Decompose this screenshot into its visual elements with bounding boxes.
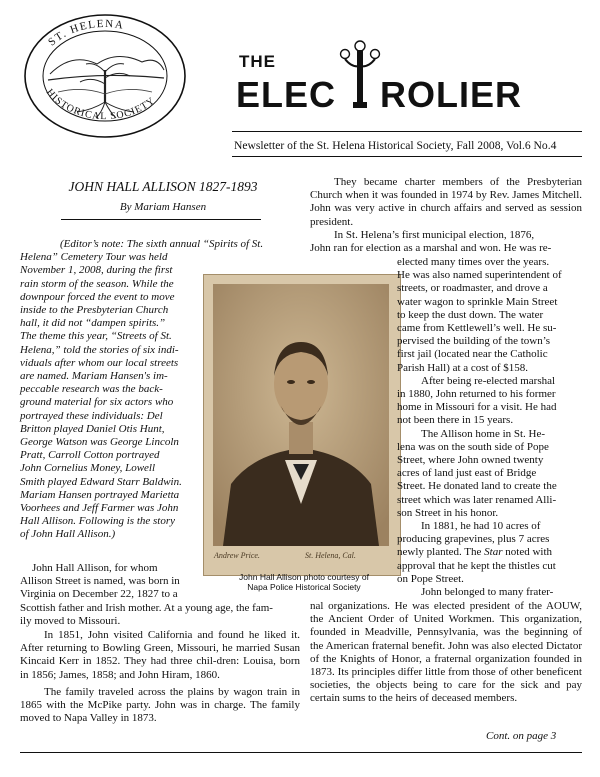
body-line: on Pope Street. xyxy=(397,572,464,585)
note-line: Britton played Daniel Otis Hunt, xyxy=(20,422,165,435)
body-line: water wagon to sprinkle Main Street xyxy=(397,295,558,308)
article-title: JOHN HALL ALLISON 1827-1893 xyxy=(68,179,258,194)
body-line: not been there in 15 years. xyxy=(397,414,514,427)
body-line: Street. He donated land to create the xyxy=(397,480,557,493)
note-line: hall, it did not “dampen spirits.” xyxy=(20,317,166,330)
body-line: Street, where John owned twenty xyxy=(397,454,544,467)
note-line: Helena,” told the stories of six indi- xyxy=(20,343,179,356)
body-line: elected many times over the years. xyxy=(397,256,550,268)
masthead-the: THE xyxy=(239,52,276,71)
star-newspaper-name: Star xyxy=(484,546,503,559)
body-line: approval that he kept the thistles cut xyxy=(397,559,556,572)
body-line: ily moved to Missouri. xyxy=(20,614,121,627)
body-line: came from Kettlewell’s well. He su- xyxy=(397,322,557,335)
byline-rule xyxy=(61,219,261,220)
note-line: of John Hall Allison.) xyxy=(20,528,116,541)
newsletter-tagline: Newsletter of the St. Helena Historical Society, Fall 2008, Vol.6 No.4 xyxy=(234,139,557,152)
body-line: In 1881, he had 10 acres of xyxy=(421,520,541,533)
masthead-title-right: ROLIER xyxy=(380,74,523,115)
body-line: acres of land just east of Bridge xyxy=(397,467,537,480)
note-line: John Cornelius Money, Lowell xyxy=(20,462,156,475)
body-line: lena was on the south side of Pope xyxy=(397,440,549,453)
masthead-title-left: ELEC xyxy=(236,74,337,115)
body-line: pervised the building of the town’s xyxy=(397,335,551,348)
svg-text:HISTORICAL SOCIETY: HISTORICAL SOCIETY xyxy=(43,87,158,123)
paragraph: In 1851, John visited California and found he liked it. After returning to Bowling Green, Missouri, he married Susan Kincaid Kerr in 1852. They had three chil-dren: Louisa, born in 1856; James, 1858; and John Hiram, 1860. xyxy=(20,629,300,681)
article-byline: By Mariam Hansen xyxy=(119,201,207,213)
note-line: George Watson was George Lincoln xyxy=(20,436,179,449)
note-line: Voorhees and Jeff Farmer was John xyxy=(20,502,179,515)
body-line: John belonged to many frater- xyxy=(421,586,554,599)
body-line: first jail (located near the Catholic xyxy=(397,348,548,361)
left-body-continued xyxy=(20,629,300,725)
note-line: Mariam Hansen portrayed Marietta xyxy=(20,488,180,501)
electrolier-lamp-icon xyxy=(336,40,384,110)
portrait-photo xyxy=(213,284,389,546)
note-line: downpour forced the event to move xyxy=(20,290,175,303)
photo-caption xyxy=(226,572,382,592)
right-final-paragraph: nal organizations. He was elected president of the AOUW, the Ancient Order of United Workmen. This organization, founded in Meadville, Pennsylvania, was the beginning of the American fraternal benefit. John was also elected Dictator of the Knights of Honor, a fraternal organization founded in 1873. Its principles differ little from those of other beneficent societies, the objects being to care for the sick and pay certain sums to the heirs of deceased members. xyxy=(310,600,582,705)
caption-line: Napa Police Historical Society xyxy=(247,582,361,592)
footer-rule xyxy=(20,752,582,753)
paragraph: They became charter members of the Presbyterian Church when it was founded in 1974 by Rev. James Mitchell. John was very active in church affairs and served as session president. xyxy=(310,176,582,228)
paragraph: The family traveled across the plains by wagon train in 1865 with the McPike party. John was in charge. The family moved to Napa Valley in 1873. xyxy=(20,685,300,725)
body-line: After being re-elected marshal xyxy=(421,374,556,387)
body-line: The Allison home in St. He- xyxy=(421,427,546,440)
portrait-figure xyxy=(213,284,389,546)
note-line: ground material for six actors who xyxy=(20,396,174,409)
svg-text:ST. HELENA: ST. HELENA xyxy=(46,17,126,49)
note-line: viduals after whom our local streets xyxy=(20,356,179,369)
masthead-rule-bottom xyxy=(232,156,582,157)
right-column-top xyxy=(310,176,582,242)
body-line: John Hall Allison, for whom xyxy=(32,562,158,574)
photo-studio-mark: Andrew Price. xyxy=(214,551,260,560)
note-line: Smith played Edward Starr Baldwin. xyxy=(20,475,182,488)
body-line: Allison Street is named, was born in xyxy=(20,575,180,588)
body-line: son Street in his honor. xyxy=(397,506,499,519)
masthead-rule-top xyxy=(232,131,582,132)
continued-note: Cont. on page 3 xyxy=(486,730,557,742)
photo-city-mark: St. Helena, Cal. xyxy=(305,551,356,560)
caption-line: John Hall Allison photo courtesy of xyxy=(239,572,369,582)
body-text: newly planted. The xyxy=(397,546,482,559)
note-line: (Editor’s note: The sixth annual “Spirits of St. xyxy=(60,238,264,250)
body-line: producing grapevines, plus 7 acres xyxy=(397,533,550,546)
note-line: November 1, 2008, during the first xyxy=(20,264,173,277)
body-line: Virginia on December 22, 1827 to a xyxy=(20,588,178,601)
note-line: Hall Allison. Following is the story xyxy=(20,515,176,528)
right-wide-line: John ran for election as a marshal and won. He was re- xyxy=(310,242,552,254)
body-line: home in Missouri for a visit. He had xyxy=(397,401,557,414)
body-line: street which was later renamed Alli- xyxy=(397,493,557,506)
note-line: Pratt, Carroll Cotton portrayed xyxy=(20,449,160,462)
note-line: are named. Mariam Hansen's im- xyxy=(20,370,168,383)
body-line: Scottish father and Irish mother. At a young age, the fam- xyxy=(20,601,273,614)
historical-society-seal xyxy=(22,12,188,140)
body-line-star xyxy=(397,546,582,559)
note-line: rain storm of the season. While the xyxy=(20,277,174,290)
body-line: Parish Hall) at a cost of $158. xyxy=(397,361,529,374)
note-line: The theme this year, “Streets of St. xyxy=(20,330,172,343)
right-narrow-column xyxy=(397,256,582,599)
body-line: He was also named superintendent of xyxy=(397,269,562,282)
body-line: in 1880, John returned to his former xyxy=(397,388,556,401)
body-text: noted with xyxy=(502,546,553,559)
body-line: to keep the dust down. The water xyxy=(397,308,544,321)
note-line: peccable research was the back- xyxy=(20,383,163,396)
body-line: streets, or roadmaster, and drove a xyxy=(397,282,548,295)
note-line: portrayed these individuals: Del xyxy=(20,409,163,422)
paragraph-line: In St. Helena’s first municipal election, 1876, xyxy=(334,228,535,241)
note-line: inside to the Presbyterian Church xyxy=(20,304,169,317)
note-line: Helena” Cemetery Tour was held xyxy=(20,251,168,264)
